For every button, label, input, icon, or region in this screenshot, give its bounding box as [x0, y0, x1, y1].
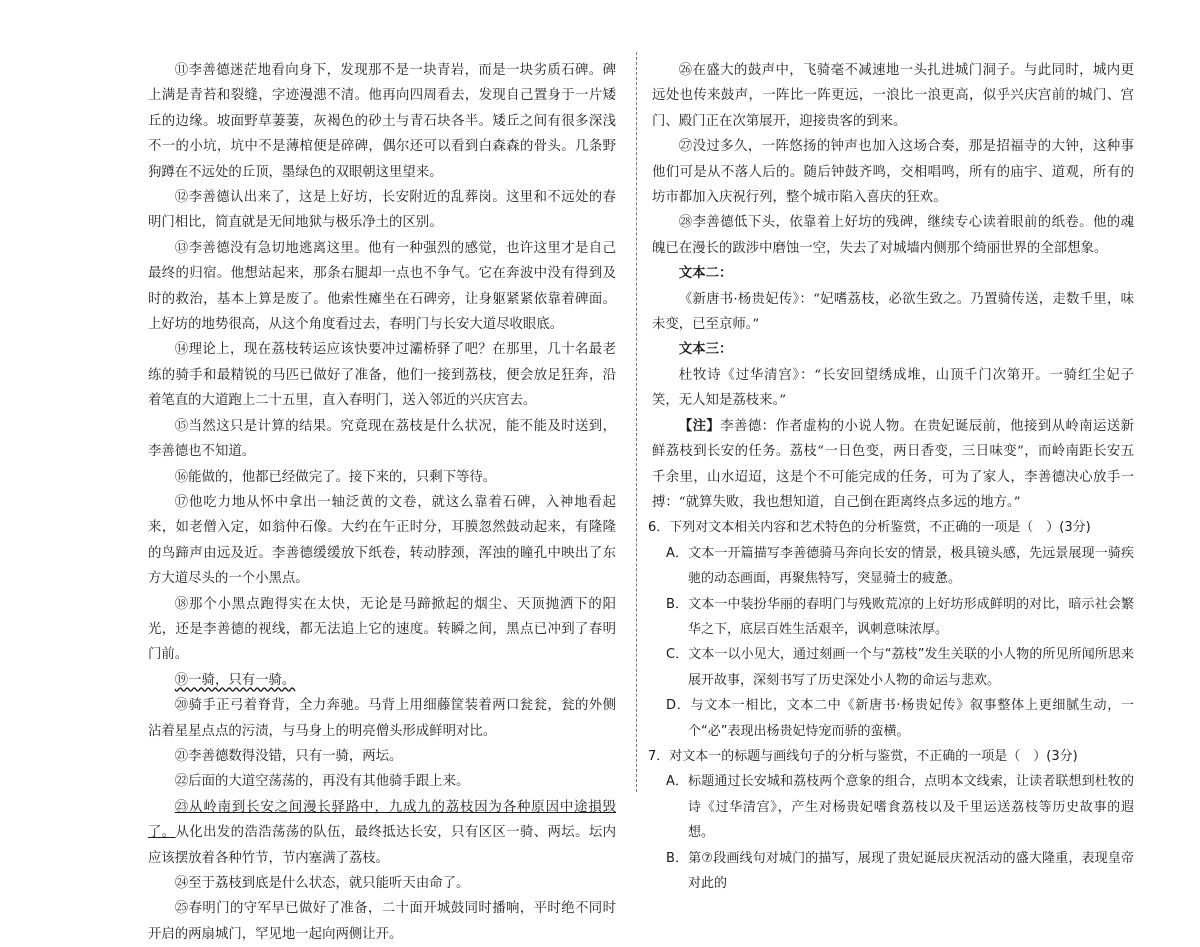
- paragraph-12: ⑫李善德认出来了，这是上好坊，长安附近的乱葬岗。这里和不远处的春明门相比，简直就是无间地狱与极乐净土的区别。: [148, 190, 616, 231]
- note: [652, 414, 1134, 516]
- paragraph-14: ⑭理论上，现在荔枝转运应该快要冲过灞桥驿了吧？在那里，几十名最老练的骑手和最精锐的马匹已做好了准备，他们一接到荔枝，便会放足狂奔，沿着笔直的大道跑上二十五里，直入春明门，送入邻近的兴庆宫去。: [148, 342, 616, 409]
- underlined-sentence: ㉓从岭南到长安之间漫长驿路中，九成九的荔枝因为各种原因中途損毁了。: [148, 799, 616, 841]
- paragraph-19: [148, 668, 616, 693]
- paragraph-15: ⑮当然这只是计算的结果。究竟现在荔枝是什么状况，能不能及时送到，李善德也不知道。: [148, 418, 616, 460]
- paragraph-13: ⑬李善德没有急切地逃离这里。他有一种强烈的感觉，也许这里才是自己最终的归宿。他想站起来，那条右腿却一点也不争气。它在奔波中没有得到及时的救治，基本上算是废了。他索性瘫坐在石碑旁，让身躯紧紧依靠着碑面。上好坊的地势很高，从这个角度看过去，春明门与长安大道尽收眼底。: [148, 240, 616, 333]
- paragraph-24: ㉔至于荔枝到底是什么状态，就只能听天由命了。: [174, 876, 470, 891]
- question-7-stem: 7．对文本一的标题与画线句子的分析与鉴赏，不正确的一项是（ ）(3分): [648, 748, 1078, 764]
- text3-label: 文本三：: [678, 342, 733, 358]
- question-6-option-a: A．文本一开篇描写李善德骑马奔向长安的情景，极具镜头感，先远景展现一骑疾驰的动态画面，再聚焦特写，突显骑士的疲惫。: [666, 545, 1134, 587]
- paragraph-26: ㉖在盛大的鼓声中，飞骑毫不减速地一头扎进城门洞子。与此同时，城内更远处也传来鼓声，一阵比一阵更远，一浪比一浪更高，似乎兴庆宫前的城门、宫门、殿门正在次第展开，迎接贵客的到来。: [652, 63, 1134, 129]
- paragraph-27: ㉗没过多久，一阵悠扬的钟声也加入这场合奏，那是招福寺的大钟，这种事他们可是从不落人后的。随后钟鼓齐鸣，交相唱鸣，所有的庙宇、道观，所有的坊市都加入庆祝行列，整个城市陷入喜庆的狂欢。: [652, 139, 1134, 206]
- paragraph-20: ⑳骑手正弓着脊背，全力奔驰。马背上用细藤筐装着两口瓮瓮，瓮的外侧沾着星星点点的污渍，与马身上的明亮僧头形成鲜明对比。: [148, 698, 616, 739]
- question-7-option-b: B．第⑦段画线句对城门的描写，展现了贵妃诞辰庆祝活动的盛大隆重，表现皇帝对此的: [666, 850, 1134, 891]
- question-6-option-b: B．文本一中装扮华丽的春明门与残败荒凉的上好坊形成鲜明的对比，暗示社会繁华之下，底层百姓生活艰辛，讽刺意味浓厚。: [666, 596, 1134, 637]
- note-body: 李善德：作者虚构的小说人物。在贵妃诞辰前，他接到从岭南运送新鲜荔枝到长安的任务。荔枝“一日色变，两日香变，三日味变”，而岭南距长安五千余里，山水迢迢，这是个不可能完成的任务，可为了家人，李善德决心放手一搏：“就算失败，我也想知道，自己倒在距离终点多远的地方。”: [652, 418, 1134, 510]
- paragraph-11: ⑪李善德迷茫地看向身下，发现那不是一块青岩，而是一块劣质石碑。碑上满是青苔和裂缝，字迹漫漶不清。他再向四周看去，发现自己置身于一片矮丘的边缘。坡面野草萋萋，灰褐色的砂土与青石块各半。矮丘之间有很多深浅不一的小坑，坑中不是薄棺便是碎碑，偶尔还可以看到白森森的骨头。几条野狗蹲在不远处的丘顶，墨绿色的双眼朝这里望来。: [148, 63, 616, 180]
- paragraph-18: ⑱那个小黑点跑得实在太快，无论是马蹄掀起的烟尘、天顶抛洒下的阳光，还是李善德的视线，都无法追上它的速度。转瞬之间，黑点已冲到了春明门前。: [148, 596, 616, 663]
- note-label: 【注】: [678, 418, 721, 434]
- question-7-option-a: A．标题通过长安城和荔枝两个意象的组合，点明本文线索，让读者联想到杜牧的诗《过华清宫》，产生对杨贵妃嗜食荔枝以及千里运送荔枝等历史故事的遐想。: [666, 774, 1134, 841]
- column-divider: [636, 52, 637, 792]
- wavy-underlined-sentence: ⑲一骑，只有一骑。: [174, 672, 296, 688]
- paragraph-23-rest: 从化出发的浩浩荡荡的队伍，最终抵达长安，只有区区一骑、两坛。坛内应该摆放着各种竹节，节内塞满了荔枝。: [148, 825, 617, 866]
- paragraph-21: ㉑李善德数得没错，只有一骑，两坛。: [174, 748, 403, 764]
- question-6-option-d: D．与文本一相比，文本二中《新唐书·杨贵妃传》叙事整体上更细腻生动，一个“必”表现出杨贵妃恃宠而骄的蛮横。: [666, 698, 1134, 739]
- paragraph-16: ⑯能做的，他都已经做完了。接下来的，只剩下等待。: [174, 469, 497, 485]
- text3-body: 杜牧诗《过华清宫》：“长安回望绣成堆，山顶千门次第开。一骑红尘妃子笑，无人知是荔枝来。”: [652, 367, 1134, 409]
- text2-label: 文本二：: [678, 266, 733, 282]
- text2-body: 《新唐书·杨贵妃传》：“妃嗜荔枝，必欲生致之。乃置骑传送，走数千里，味未变，已至京师。”: [652, 291, 1134, 333]
- text2-heading: [652, 261, 1134, 286]
- question-6-option-c: C．文本一以小见大，通过刻画一个与“荔枝”发生关联的小人物的所见所闻所思来展开故事，深刻书写了历史深处小人物的命运与悲欢。: [666, 647, 1134, 688]
- paragraph-23: [148, 795, 616, 871]
- paragraph-28: ㉘李善德低下头，依靠着上好坊的残碑，继续专心读着眼前的纸卷。他的魂魄已在漫长的跋涉中磨蚀一空，失去了对城墙内侧那个绮丽世界的全部想象。: [652, 215, 1134, 256]
- paragraph-17: ⑰他吃力地从怀中拿出一轴泛黄的文卷，就这么靠着石碑，入神地看起来，如老僧入定，如翁仲石像。大约在午正时分，耳膜忽然鼓动起来，有隆隆的鸟蹄声由远及近。李善德缓缓放下纸卷，转动脖颈，浑浊的瞳孔中映出了东方大道尽头的一个小黑点。: [148, 494, 616, 587]
- right-column: [648, 58, 1134, 896]
- left-column: [148, 58, 616, 947]
- paragraph-25: ㉕春明门的守军早已做好了准备，二十面开城鼓同时播响，平时绝不同时开启的两扇城门，罕见地一起向两侧让开。: [148, 901, 616, 942]
- question-6-stem: 6．下列对文本相关内容和艺术特色的分析鉴赏，不正确的一项是（ ）(3分): [648, 520, 1091, 536]
- paragraph-22: ㉒后面的大道空荡荡的，再没有其他骑手跟上来。: [174, 774, 470, 790]
- text3-heading: [652, 337, 1134, 362]
